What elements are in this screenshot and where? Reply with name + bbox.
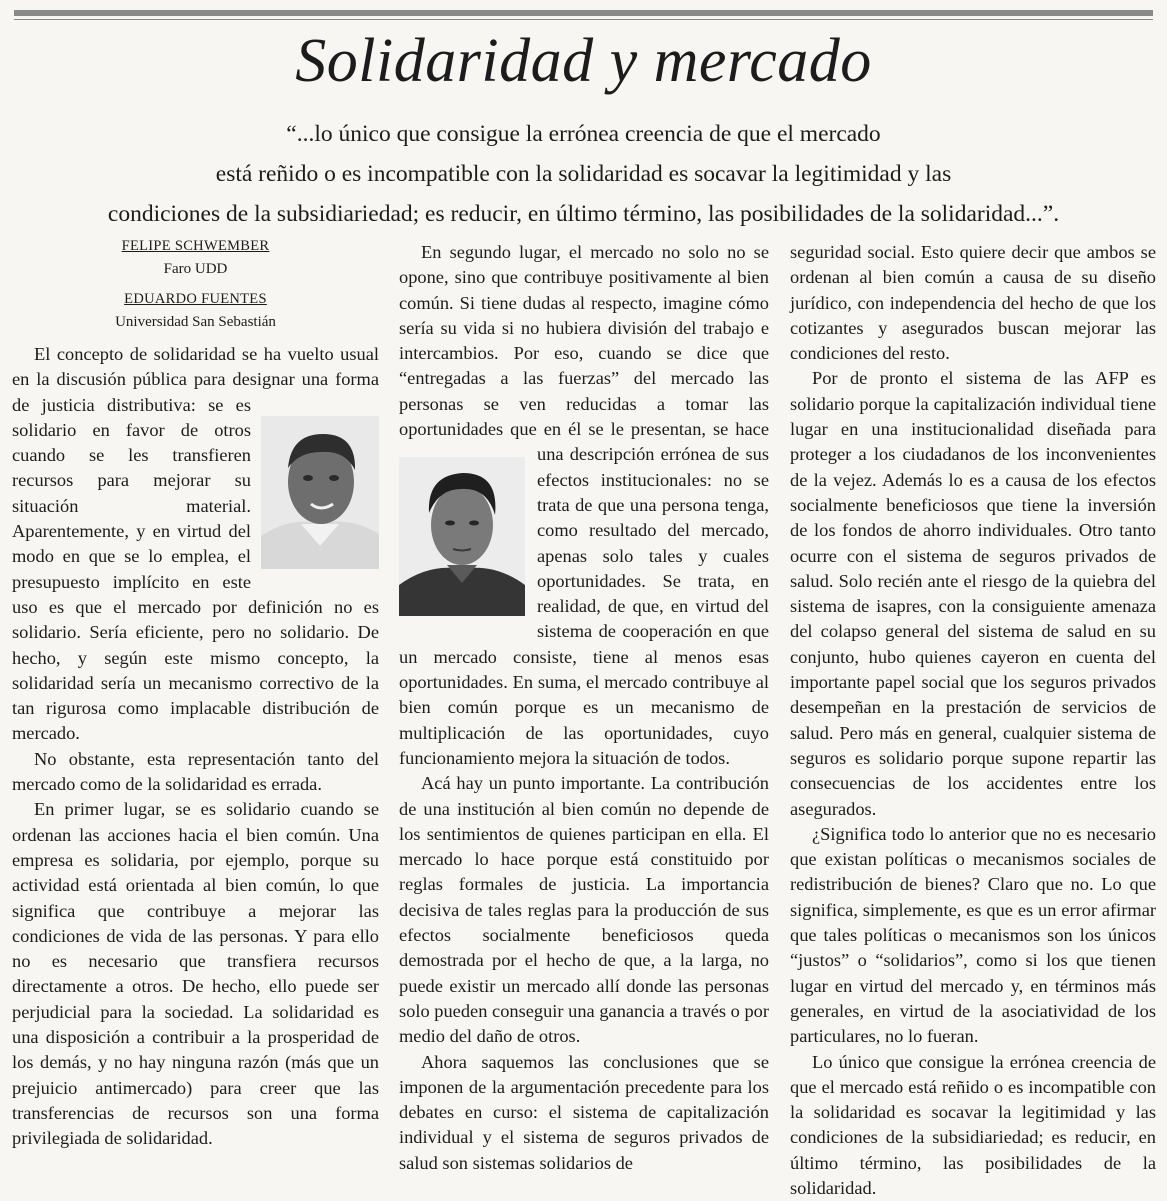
- author-name: FELIPE SCHWEMBER: [12, 236, 379, 256]
- article-column-1: [12, 236, 379, 1152]
- pull-quote-line: está reñido o es incompatible con la solidaridad es socavar la legitimidad y las: [10, 154, 1157, 194]
- top-rule-thin: [14, 19, 1153, 20]
- article-column-3: [790, 240, 1156, 1201]
- paragraph: Ahora saquemos las conclusiones que se imponen de la argumentación precedente para los debates en curso: el sistema de capitalización individual y el sistema de seguros privados de salud son sistemas solidarios de: [399, 1050, 769, 1176]
- paragraph: seguridad social. Esto quiere decir que ambos se ordenan al bien común a causa de su diseño jurídico, con independencia del hecho de que los cotizantes y asegurados buscan mejorar las condiciones del resto.: [790, 240, 1156, 366]
- top-rule: [14, 10, 1153, 16]
- author-portrait-icon: [261, 416, 379, 569]
- paragraph: ¿Significa todo lo anterior que no es necesario que existan políticas o mecanismos sociales de redistribución de bienes? Claro que no. Lo que significa, simplemente, es que es un error afirmar que tales políticas o mecanismos son los únicos “justos” o “solidarios”, como si los que tienen lugar en virtud del mercado y, en términos más generales, en virtud de la asociatividad de los particulares, no lo fueran.: [790, 822, 1156, 1050]
- author-name: EDUARDO FUENTES: [12, 289, 379, 309]
- article-title: Solidaridad y mercado: [0, 26, 1167, 97]
- paragraph: El concepto de solidaridad se ha vuelto usual en la discusión pública para designar una forma de justicia distributiva: se es solidario en favor de otros cuando se les transfieren recursos para mejorar su situación material. Aparentemente, y en virtud del modo en que se lo emplea, el presupuesto implícito en este uso es que el mercado por definición no es solidario. Sería eficiente, pero no solidario. De hecho, y según este mismo concepto, la solidaridad sería un mecanismo correctivo de la tan rigurosa como implacable distribución de mercado.: [12, 342, 379, 747]
- author-affiliation: Faro UDD: [12, 259, 379, 279]
- paragraph: En primer lugar, se es solidario cuando se ordenan las acciones hacia el bien común. Una empresa es solidaria, por ejemplo, porque su actividad está orientada al bien común, lo que significa que contribuye a mejorar las condiciones de vida de las personas. Y para ello no es necesario que transfiera recursos directamente a otros. De hecho, ello puede ser perjudicial para la sociedad. La solidaridad es una disposición a contribuir a la prosperidad de los demás, y no hay ninguna razón (más que un prejuicio antimercado) para creer que las transferencias de recursos son una forma privilegiada de solidaridad.: [12, 797, 379, 1151]
- paragraph: Lo único que consigue la errónea creencia de que el mercado está reñido o es incompatible con la solidaridad es socavar la legitimidad y las condiciones de la subsidiariedad; es reducir, en último término, las posibilidades de la solidaridad.: [790, 1050, 1156, 1201]
- article-column-2: [399, 240, 769, 1176]
- pull-quote: [10, 114, 1157, 234]
- paragraph: Acá hay un punto importante. La contribución de una institución al bien común no depende de los sentimientos de quienes participan en ella. El mercado lo hace porque está constituido por reglas formales de justicia. La importancia decisiva de tales reglas para la producción de sus efectos socialmente beneficiosos queda demostrada por el hecho de que, a la larga, no puede existir un mercado allí donde las personas solo pueden conseguir una ganancia a través o por medio del daño de otros.: [399, 771, 769, 1049]
- author-portrait-icon: [399, 457, 525, 616]
- pull-quote-line: “...lo único que consigue la errónea creencia de que el mercado: [10, 114, 1157, 154]
- paragraph: En segundo lugar, el mercado no solo no se opone, sino que contribuye positivamente al bien común. Si tiene dudas al respecto, imagine cómo sería su vida si no hubiera división del trabajo e intercambios. Por eso, cuando se dice que “entregadas a las fuerzas” del mercado las personas se ven reducidas a tomar las oportunidades que en él se le presentan, se hace una descripción errónea de sus efectos institucionales: no se trata de que una persona tenga, como resultado del mercado, apenas solo tales y cuales oportunidades. Se trata, en realidad, de que, en virtud del sistema de cooperación en que un mercado consiste, tiene al menos esas oportunidades. En suma, el mercado contribuye al bien común porque es un mecanismo de multiplicación de las oportunidades, cuyo funcionamiento mejora la situación de todos.: [399, 240, 769, 771]
- pull-quote-line: condiciones de la subsidiariedad; es reducir, en último término, las posibilidades de la solidaridad...”.: [10, 194, 1157, 234]
- paragraph: Por de pronto el sistema de las AFP es solidario porque la capitalización individual tiene lugar en una institucionalidad diseñada para proteger a los ciudadanos de los inconvenientes de la vejez. Además lo es a causa de los efectos socialmente beneficiosos que tiene la inversión de los fondos de ahorro individuales. Otro tanto ocurre con el sistema de seguros privados de salud. Solo recién ante el riesgo de la quiebra del sistema de isapres, con la consiguiente amenaza del colapso general del sistema de salud en su conjunto, hubo quienes cayeron en cuenta del importante papel social que los seguros privados desempeñan en la prestación de servicios de salud. Pero más en general, cualquier sistema de seguros es solidario porque supone repartir las consecuencias de los accidentes entre los asegurados.: [790, 366, 1156, 821]
- byline: [12, 236, 379, 332]
- author-affiliation: Universidad San Sebastián: [12, 312, 379, 332]
- paragraph: No obstante, esta representación tanto del mercado como de la solidaridad es errada.: [12, 747, 379, 798]
